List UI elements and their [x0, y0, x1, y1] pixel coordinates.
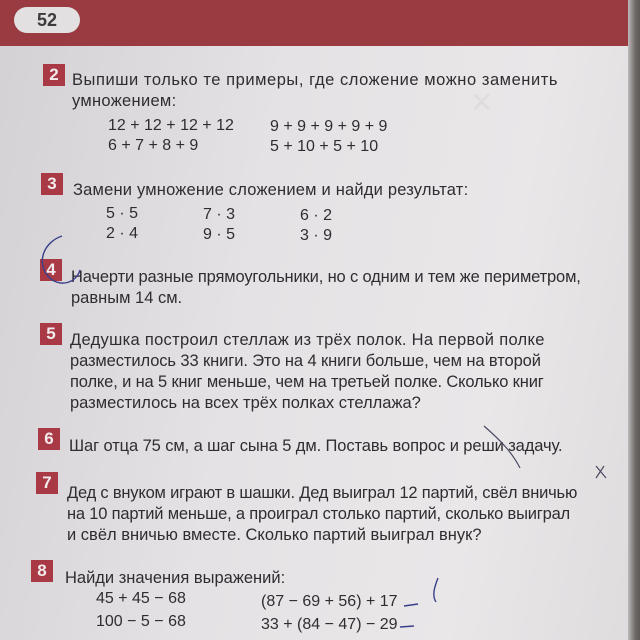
pen-cross-mark	[596, 466, 606, 478]
task-text-line: разместилось на всех трёх полках стеллажа?	[70, 394, 421, 412]
task-text-line: и свёл вничью вместе. Сколько партий выиграл внук?	[67, 526, 482, 544]
math-example: 45 + 45 − 68	[96, 590, 186, 607]
page-number: 52	[14, 7, 80, 33]
task-number-badge: 6	[38, 428, 60, 450]
pen-dash-mark	[404, 604, 418, 606]
task-text-line: на 10 партий меньше, а проиграл столько партий, сколько выиграл	[67, 505, 570, 523]
pen-dash-mark	[400, 626, 414, 627]
task-number-badge: 7	[36, 472, 58, 494]
task-number-badge: 5	[40, 323, 62, 345]
task-number-badge: 3	[41, 173, 63, 195]
math-example: 5 + 10 + 5 + 10	[270, 138, 379, 155]
task-text-line: Найди значения выражений:	[65, 569, 286, 587]
pen-stroke-mark	[434, 578, 438, 602]
math-example: 2 · 4	[106, 225, 139, 242]
faded-print-decoration: ✕	[470, 86, 494, 119]
task-text-line: Шаг отца 75 см, а шаг сына 5 дм. Поставь вопрос и реши задачу.	[69, 437, 563, 455]
math-example: 12 + 12 + 12 + 12	[108, 117, 234, 134]
math-example: 9 + 9 + 9 + 9 + 9	[270, 118, 388, 135]
task-text-line: Замени умножение сложением и найди результат:	[73, 181, 469, 199]
page-header-band	[0, 0, 632, 46]
task-text-line: полке, и на 5 книг меньше, чем на третьей полке. Сколько книг	[70, 373, 544, 391]
math-example: 6 + 7 + 8 + 9	[108, 137, 199, 154]
math-example: 7 · 3	[203, 206, 236, 223]
math-example: 9 · 5	[203, 226, 236, 243]
math-example: 100 − 5 − 68	[96, 613, 186, 630]
math-example: 3 · 9	[300, 227, 333, 244]
task-text-line: Начерти разные прямоугольники, но с одним и тем же периметром,	[71, 268, 581, 286]
page-fold-shadow	[628, 0, 640, 640]
math-example: 5 · 5	[106, 205, 139, 222]
math-example: (87 − 69 + 56) + 17	[261, 593, 398, 610]
task-number-badge: 8	[31, 560, 53, 582]
math-example: 6 · 2	[300, 207, 333, 224]
task-text-line: Выпиши только те примеры, где сложение можно заменить	[72, 71, 558, 89]
task-number-badge: 4	[40, 259, 62, 281]
math-example: 33 + (84 − 47) − 29	[261, 616, 398, 633]
task-text-line: разместилось 33 книги. Это на 4 книги больше, чем на второй	[70, 352, 541, 370]
task-text-line: Дедушка построил стеллаж из трёх полок. На первой полке	[70, 331, 545, 349]
task-text-line: умножением:	[72, 92, 177, 110]
task-number-badge: 2	[43, 64, 65, 86]
task-text-line: равным 14 см.	[71, 289, 183, 307]
task-text-line: Дед с внуком играют в шашки. Дед выиграл 12 партий, свёл вничью	[67, 484, 578, 502]
